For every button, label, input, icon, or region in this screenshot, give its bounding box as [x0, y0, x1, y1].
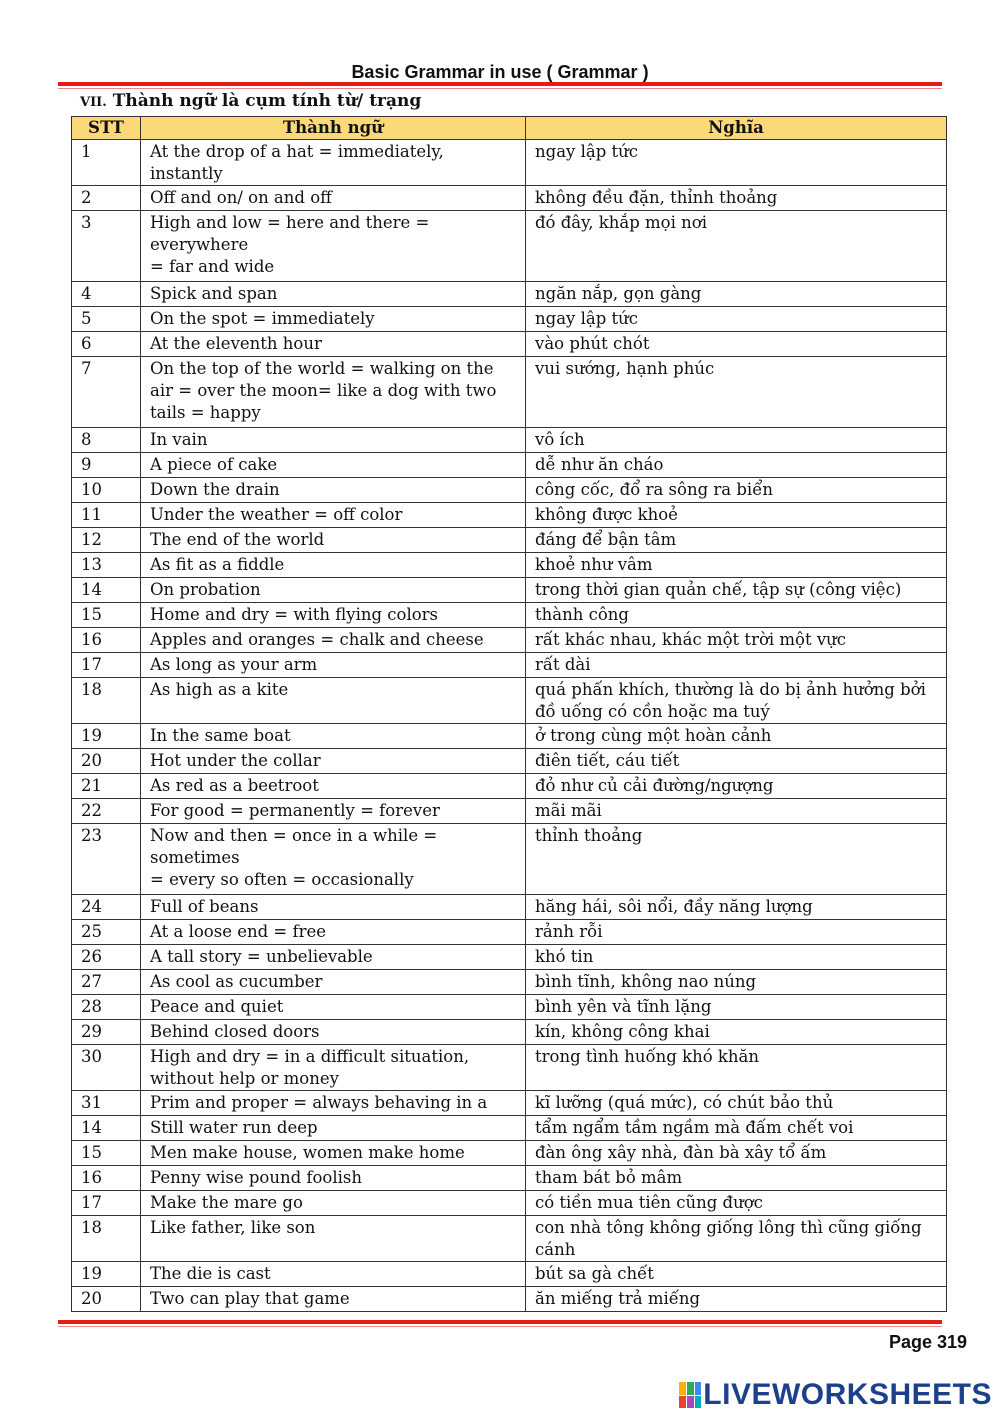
idiom-cell: Make the mare go: [141, 1191, 526, 1216]
bottom-divider: [58, 1320, 942, 1324]
idioms-table: [71, 116, 947, 1312]
idiom-cell: Hot under the collar: [141, 749, 526, 774]
stt-cell: 12: [72, 528, 141, 553]
meaning-cell: điên tiết, cáu tiết: [526, 749, 947, 774]
meaning-cell: tẩm ngẩm tầm ngầm mà đấm chết voi: [526, 1116, 947, 1141]
idiom-cell: Home and dry = with flying colors: [141, 603, 526, 628]
column-header-meaning: Nghĩa: [526, 117, 947, 140]
stt-cell: 20: [72, 1287, 141, 1312]
meaning-cell: bình yên và tĩnh lặng: [526, 995, 947, 1020]
stt-cell: 21: [72, 774, 141, 799]
meaning-cell: công cốc, đổ ra sông ra biển: [526, 478, 947, 503]
stt-cell: 22: [72, 799, 141, 824]
table-row: [72, 1216, 947, 1262]
idiom-cell: A piece of cake: [141, 453, 526, 478]
meaning-cell: vui sướng, hạnh phúc: [526, 357, 947, 428]
meaning-cell: bình tĩnh, không nao núng: [526, 970, 947, 995]
stt-cell: 1: [72, 140, 141, 186]
table-row: [72, 603, 947, 628]
meaning-cell: ngay lập tức: [526, 140, 947, 186]
table-row: [72, 628, 947, 653]
section-title: Thành ngữ là cụm tính từ/ trạng: [112, 91, 422, 111]
meaning-cell: không đều đặn, thỉnh thoảng: [526, 186, 947, 211]
stt-cell: 17: [72, 653, 141, 678]
idiom-cell: For good = permanently = forever: [141, 799, 526, 824]
stt-cell: 14: [72, 1116, 141, 1141]
stt-cell: 16: [72, 1166, 141, 1191]
table-row: [72, 211, 947, 282]
idiom-cell: On the top of the world = walking on the air = over the moon= like a dog with two tails = happy: [141, 357, 526, 428]
meaning-cell: vào phút chót: [526, 332, 947, 357]
stt-cell: 2: [72, 186, 141, 211]
column-header-stt: STT: [72, 117, 141, 140]
top-divider: [58, 82, 942, 86]
stt-cell: 20: [72, 749, 141, 774]
idiom-cell: Still water run deep: [141, 1116, 526, 1141]
idiom-cell: High and dry = in a difficult situation, without help or money: [141, 1045, 526, 1091]
page-number: Page 319: [888, 1332, 967, 1352]
table-row: [72, 478, 947, 503]
idiom-cell: As red as a beetroot: [141, 774, 526, 799]
meaning-cell: kĩ lưỡng (quá mức), có chút bảo thủ: [526, 1091, 947, 1116]
meaning-cell: rất khác nhau, khác một trời một vực: [526, 628, 947, 653]
stt-cell: 9: [72, 453, 141, 478]
idiom-cell: As cool as cucumber: [141, 970, 526, 995]
idiom-cell: Now and then = once in a while = sometimes = every so often = occasionally: [141, 824, 526, 895]
table-row: [72, 1262, 947, 1287]
idiom-cell: At the eleventh hour: [141, 332, 526, 357]
section-number: VII.: [80, 95, 107, 110]
meaning-cell: khó tin: [526, 945, 947, 970]
table-row: [72, 774, 947, 799]
meaning-cell: mãi mãi: [526, 799, 947, 824]
page-title: Basic Grammar in use ( Grammar ): [351, 62, 649, 82]
table-row: [72, 1045, 947, 1091]
meaning-cell: ngăn nắp, gọn gàng: [526, 282, 947, 307]
idiom-cell: A tall story = unbelievable: [141, 945, 526, 970]
stt-cell: 18: [72, 678, 141, 724]
idiom-cell: Two can play that game: [141, 1287, 526, 1312]
liveworksheets-brand[interactable]: [679, 1378, 992, 1412]
table-row: [72, 428, 947, 453]
stt-cell: 5: [72, 307, 141, 332]
table-row: [72, 970, 947, 995]
meaning-cell: không được khoẻ: [526, 503, 947, 528]
stt-cell: 13: [72, 553, 141, 578]
meaning-cell: kín, không công khai: [526, 1020, 947, 1045]
stt-cell: 15: [72, 1141, 141, 1166]
meaning-cell: ăn miếng trả miếng: [526, 1287, 947, 1312]
table-row: [72, 799, 947, 824]
table-row: [72, 1287, 947, 1312]
table-row: [72, 453, 947, 478]
table-row: [72, 1141, 947, 1166]
stt-cell: 4: [72, 282, 141, 307]
idiom-cell: In vain: [141, 428, 526, 453]
idiom-cell: On the spot = immediately: [141, 307, 526, 332]
meaning-cell: tham bát bỏ mâm: [526, 1166, 947, 1191]
table-row: [72, 920, 947, 945]
meaning-cell: ở trong cùng một hoàn cảnh: [526, 724, 947, 749]
meaning-cell: dễ như ăn cháo: [526, 453, 947, 478]
table-row: [72, 140, 947, 186]
meaning-cell: hăng hái, sôi nổi, đầy năng lượng: [526, 895, 947, 920]
idiom-cell: As fit as a fiddle: [141, 553, 526, 578]
idiom-cell: Apples and oranges = chalk and cheese: [141, 628, 526, 653]
idiom-cell: Like father, like son: [141, 1216, 526, 1262]
stt-cell: 8: [72, 428, 141, 453]
table-row: [72, 503, 947, 528]
meaning-cell: thỉnh thoảng: [526, 824, 947, 895]
table-row: [72, 824, 947, 895]
stt-cell: 11: [72, 503, 141, 528]
table-row: [72, 1020, 947, 1045]
stt-cell: 25: [72, 920, 141, 945]
idiom-cell: Peace and quiet: [141, 995, 526, 1020]
table-row: [72, 357, 947, 428]
table-row: [72, 1166, 947, 1191]
table-row: [72, 332, 947, 357]
bottom-divider-thin: [58, 1326, 942, 1327]
idiom-cell: Under the weather = off color: [141, 503, 526, 528]
idiom-cell: At the drop of a hat = immediately, instantly: [141, 140, 526, 186]
idiom-cell: Behind closed doors: [141, 1020, 526, 1045]
stt-cell: 3: [72, 211, 141, 282]
meaning-cell: đáng để bận tâm: [526, 528, 947, 553]
table-row: [72, 1191, 947, 1216]
stt-cell: 14: [72, 578, 141, 603]
idiom-cell: At a loose end = free: [141, 920, 526, 945]
column-header-idiom: Thành ngữ: [141, 117, 526, 140]
meaning-cell: khoẻ như vâm: [526, 553, 947, 578]
idiom-cell: Spick and span: [141, 282, 526, 307]
table-row: [72, 895, 947, 920]
idiom-cell: Men make house, women make home: [141, 1141, 526, 1166]
table-row: [72, 528, 947, 553]
table-row: [72, 995, 947, 1020]
table-row: [72, 1116, 947, 1141]
stt-cell: 18: [72, 1216, 141, 1262]
meaning-cell: đỏ như củ cải đường/ngượng: [526, 774, 947, 799]
table-row: [72, 945, 947, 970]
section-heading: [80, 91, 421, 111]
stt-cell: 26: [72, 945, 141, 970]
meaning-cell: rảnh rỗi: [526, 920, 947, 945]
idiom-cell: In the same boat: [141, 724, 526, 749]
liveworksheets-logo-icon: [679, 1382, 701, 1408]
meaning-cell: ngay lập tức: [526, 307, 947, 332]
meaning-cell: thành công: [526, 603, 947, 628]
idiom-cell: The end of the world: [141, 528, 526, 553]
table-row: [72, 724, 947, 749]
meaning-cell: rất dài: [526, 653, 947, 678]
idiom-cell: Off and on/ on and off: [141, 186, 526, 211]
idiom-cell: Down the drain: [141, 478, 526, 503]
stt-cell: 6: [72, 332, 141, 357]
meaning-cell: trong thời gian quản chế, tập sự (công việc): [526, 578, 947, 603]
stt-cell: 30: [72, 1045, 141, 1091]
stt-cell: 29: [72, 1020, 141, 1045]
idiom-cell: As long as your arm: [141, 653, 526, 678]
meaning-cell: con nhà tông không giống lông thì cũng giống cánh: [526, 1216, 947, 1262]
stt-cell: 31: [72, 1091, 141, 1116]
idiom-cell: High and low = here and there = everywhere = far and wide: [141, 211, 526, 282]
top-divider-thin: [58, 88, 942, 89]
meaning-cell: trong tình huống khó khăn: [526, 1045, 947, 1091]
idiom-cell: Prim and proper = always behaving in a: [141, 1091, 526, 1116]
table-row: [72, 678, 947, 724]
stt-cell: 24: [72, 895, 141, 920]
table-row: [72, 282, 947, 307]
meaning-cell: bút sa gà chết: [526, 1262, 947, 1287]
table-row: [72, 653, 947, 678]
table-row: [72, 1091, 947, 1116]
meaning-cell: quá phấn khích, thường là do bị ảnh hưởng bởi đồ uống có cồn hoặc ma tuý: [526, 678, 947, 724]
meaning-cell: vô ích: [526, 428, 947, 453]
table-header-row: [72, 117, 947, 140]
stt-cell: 16: [72, 628, 141, 653]
stt-cell: 19: [72, 1262, 141, 1287]
stt-cell: 7: [72, 357, 141, 428]
meaning-cell: đó đây, khắp mọi nơi: [526, 211, 947, 282]
stt-cell: 15: [72, 603, 141, 628]
table-row: [72, 186, 947, 211]
meaning-cell: đàn ông xây nhà, đàn bà xây tổ ấm: [526, 1141, 947, 1166]
table-row: [72, 307, 947, 332]
stt-cell: 23: [72, 824, 141, 895]
idiom-cell: Full of beans: [141, 895, 526, 920]
stt-cell: 17: [72, 1191, 141, 1216]
stt-cell: 28: [72, 995, 141, 1020]
stt-cell: 10: [72, 478, 141, 503]
idiom-cell: On probation: [141, 578, 526, 603]
meaning-cell: có tiền mua tiên cũng được: [526, 1191, 947, 1216]
table-row: [72, 578, 947, 603]
idiom-cell: As high as a kite: [141, 678, 526, 724]
table-row: [72, 553, 947, 578]
idiom-cell: The die is cast: [141, 1262, 526, 1287]
brand-name: LIVEWORKSHEETS: [703, 1378, 992, 1411]
table-row: [72, 749, 947, 774]
stt-cell: 27: [72, 970, 141, 995]
idiom-cell: Penny wise pound foolish: [141, 1166, 526, 1191]
stt-cell: 19: [72, 724, 141, 749]
